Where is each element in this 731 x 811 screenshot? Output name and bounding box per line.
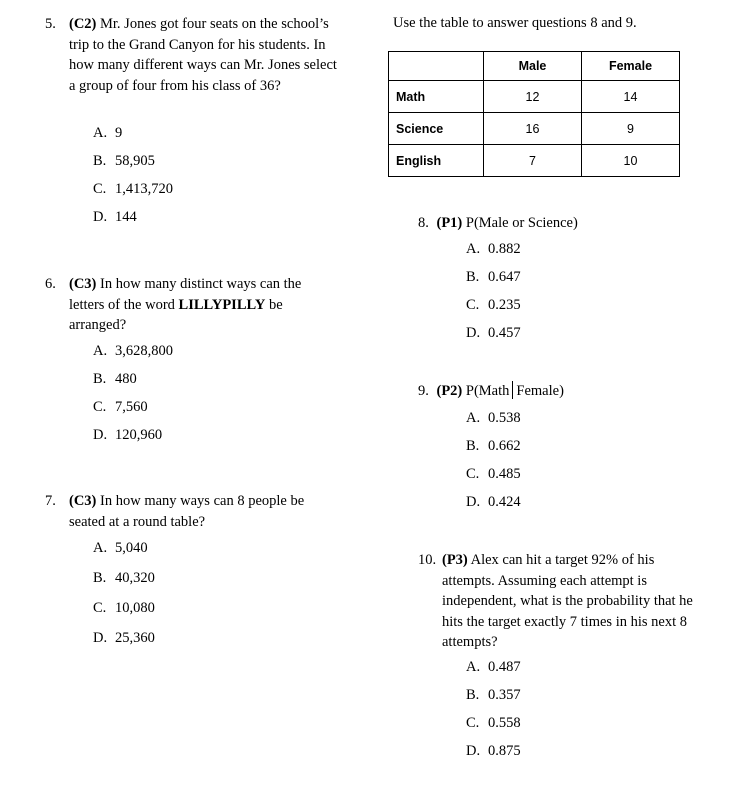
table-cell: 7 (484, 145, 582, 177)
option-10c: C. 0.558 (466, 715, 521, 731)
table-header-row (389, 52, 680, 81)
question-5 (45, 14, 344, 96)
question-body: Alex can hit a target 92% of his attempts. Assuming each attempt is independent, what is the probability that he hits the target exactly 7 times in his next 8 attempts? (442, 552, 693, 650)
question-7 (45, 491, 334, 532)
option-5c: C. 1,413,720 (93, 181, 173, 197)
table-header-cell: Male (484, 52, 582, 81)
option-10a: A. 0.487 (466, 659, 521, 675)
option-6a: A. 3,628,800 (93, 343, 173, 359)
question-tag: (C3) (69, 493, 97, 509)
option-10d: D. 0.875 (466, 743, 521, 759)
option-5d: D. 144 (93, 209, 137, 225)
option-8b: B. 0.647 (466, 269, 521, 285)
table-row (389, 145, 680, 177)
option-7d: D. 25,360 (93, 630, 155, 646)
table-row-label: Science (389, 113, 484, 145)
question-body: Mr. Jones got four seats on the school’s trip to the Grand Canyon for his students. In how many different ways can Mr. Jones select a group of four from his class of 36? (69, 16, 337, 94)
gender-subject-table (388, 51, 680, 177)
option-7b: B. 40,320 (93, 570, 155, 586)
option-8a: A. 0.882 (466, 241, 521, 257)
option-6d: D. 120,960 (93, 427, 163, 443)
question-10 (418, 550, 707, 653)
question-body: In how many ways can 8 people be seated at a round table? (69, 493, 305, 530)
question-tag: (P1) (436, 215, 463, 231)
question-word: LILLYPILLY (178, 296, 266, 313)
table-corner-cell (389, 52, 484, 81)
table-row (389, 113, 680, 145)
table-cell: 9 (582, 113, 680, 145)
option-5b: B. 58,905 (93, 153, 155, 169)
question-text (69, 14, 344, 96)
table-cell: 10 (582, 145, 680, 177)
question-tag: (C3) (69, 276, 97, 292)
option-9b: B. 0.662 (466, 438, 521, 454)
question-body: In how many distinct ways can the letters of the word (69, 276, 302, 313)
option-9c: C. 0.485 (466, 466, 521, 482)
question-number: 7. (45, 493, 56, 509)
question-number: 10. (418, 552, 437, 568)
question-number: 9. (418, 383, 429, 399)
question-body-end: Female) (516, 383, 564, 399)
question-tag: (C2) (69, 16, 97, 32)
option-6c: C. 7,560 (93, 399, 148, 415)
question-number: 6. (45, 276, 56, 292)
option-10b: B. 0.357 (466, 687, 521, 703)
table-row (389, 81, 680, 113)
table-header-cell: Female (582, 52, 680, 81)
question-text (69, 274, 334, 336)
option-9a: A. 0.538 (466, 410, 521, 426)
question-8 (418, 213, 578, 234)
option-8c: C. 0.235 (466, 297, 521, 313)
option-9d: D. 0.424 (466, 494, 521, 510)
question-body: P(Male or Science) (465, 215, 578, 231)
given-bar (512, 381, 513, 399)
question-9 (418, 381, 564, 402)
question-number: 5. (45, 16, 56, 32)
table-intro: Use the table to answer questions 8 and 9. (393, 15, 637, 31)
question-number: 8. (418, 215, 429, 231)
question-tag: (P2) (436, 383, 463, 399)
table-row-label: Math (389, 81, 484, 113)
option-7c: C. 10,080 (93, 600, 155, 616)
table-cell: 12 (484, 81, 582, 113)
question-6 (45, 274, 334, 336)
question-body-end: be arranged? (69, 296, 283, 333)
option-7a: A. 5,040 (93, 540, 148, 556)
question-text (442, 550, 707, 653)
option-5a: A. 9 (93, 125, 123, 141)
question-tag: (P3) (442, 552, 468, 568)
question-body: P(Math (465, 383, 510, 399)
option-8d: D. 0.457 (466, 325, 521, 341)
table-cell: 14 (582, 81, 680, 113)
question-text (69, 491, 334, 532)
option-6b: B. 480 (93, 371, 137, 387)
table-cell: 16 (484, 113, 582, 145)
table-row-label: English (389, 145, 484, 177)
